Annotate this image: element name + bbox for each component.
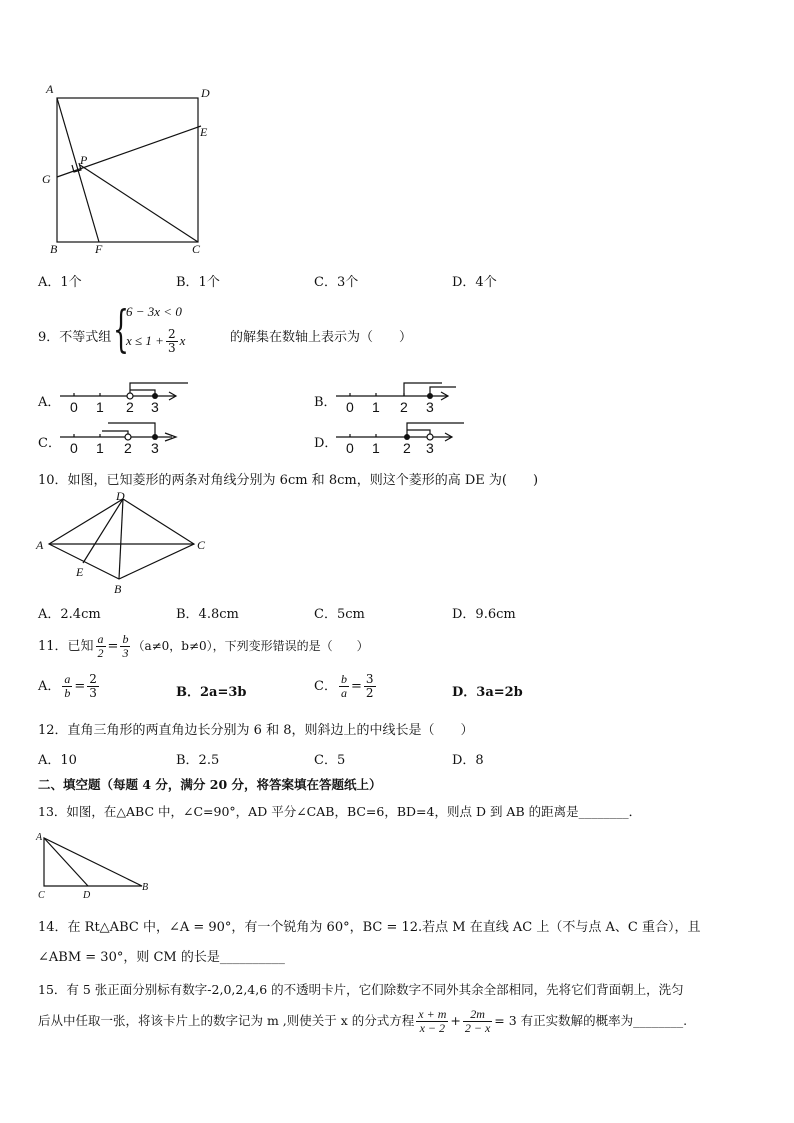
q11-optC-frac — [339, 673, 349, 700]
tick-3: 3 — [426, 440, 434, 455]
q11-frac-b3 — [120, 633, 130, 660]
q12-option-b: B．2.5 — [176, 753, 220, 768]
q9-option-a-letter: A． — [38, 395, 61, 410]
q9-brace: { — [113, 300, 129, 358]
q9-suffix: 的解集在数轴上表示为（ ） — [230, 330, 413, 345]
q11-optA-letter: A． — [38, 679, 61, 694]
tick-0: 0 — [70, 440, 78, 455]
q11-eq: = — [107, 639, 119, 654]
q8-option-b: B．1个 — [176, 275, 220, 290]
q9-option-a-numberline — [58, 378, 188, 414]
q8-option-a: A．1个 — [38, 275, 82, 290]
q9-ineq2-left: x ≤ 1 + — [126, 333, 164, 348]
q11-frac-a2 — [96, 633, 106, 660]
tick-2: 2 — [400, 399, 408, 414]
label-P: P — [80, 153, 88, 167]
tick-2: 2 — [126, 399, 134, 414]
q10-option-a: A．2.4cm — [38, 607, 101, 622]
label-B: B — [50, 242, 58, 256]
label-D: D — [83, 890, 91, 898]
q14-line1: 14．在 Rt△ABC 中，∠A = 90°，有一个锐角为 60°，BC = 12.若点 M 在直线 AC 上（不与点 A、C 重合），且 — [38, 920, 701, 935]
label-A: A — [36, 832, 43, 843]
q11-prefix: 11．已知 — [38, 639, 94, 654]
q11-optA-rnum: 2 — [89, 672, 97, 686]
q10-rhombus-figure — [30, 488, 220, 598]
tick-1: 1 — [96, 399, 104, 414]
q15-f2-den: 2 − x — [464, 1021, 491, 1035]
q11-optC-rden: 2 — [365, 686, 374, 700]
q14-line2: ∠ABM = 30°，则 CM 的长是__________ — [38, 950, 285, 965]
tick-2: 2 — [124, 440, 132, 455]
q11-f2-num: b — [122, 632, 129, 646]
label-A: A — [36, 538, 44, 552]
q15-line2-suffix: = 3 有正实数解的概率为________. — [494, 1013, 688, 1028]
q9-option-b-numberline — [334, 378, 464, 414]
label-B: B — [114, 582, 122, 596]
label-B: B — [142, 882, 149, 893]
label-C: C — [38, 890, 45, 898]
label-F: F — [95, 242, 103, 256]
tick-2: 2 — [403, 440, 411, 455]
q13-triangle-figure — [30, 828, 160, 898]
q11-option-a — [38, 673, 101, 700]
label-E: E — [200, 125, 208, 139]
q12-option-d: D．8 — [452, 753, 484, 768]
q11-optA-frac — [62, 673, 72, 700]
tick-1: 1 — [372, 440, 380, 455]
q13-stem: 13．如图，在△ABC 中，∠C=90°，AD 平分∠CAB，BC=6，BD=4，则点 D 到 AB 的距离是________． — [38, 804, 642, 819]
tick-1: 1 — [96, 440, 104, 455]
tick-1: 1 — [372, 399, 380, 414]
tick-3: 3 — [426, 399, 434, 414]
q15-line1: 15．有 5 张正面分别标有数字-2,0,2,4,6 的不透明卡片，它们除数字不同外其余全部相同，先将它们背面朝上，洗匀 — [38, 982, 684, 997]
q15-frac-2 — [463, 1008, 492, 1035]
q11-optA-num: a — [64, 672, 71, 686]
q11-optC-rfrac — [364, 673, 376, 700]
q15-plus: + — [450, 1013, 461, 1028]
q8-figure — [30, 80, 220, 260]
q9-option-d-letter: D． — [314, 436, 338, 451]
q9-option-c-numberline — [58, 419, 188, 455]
q11-optC-num: b — [340, 672, 347, 686]
q11-option-c — [314, 673, 378, 700]
tick-0: 0 — [346, 440, 354, 455]
q10-option-b: B．4.8cm — [176, 607, 239, 622]
q11-f1-den: 2 — [97, 646, 104, 660]
q9-frac-den: 3 — [167, 341, 176, 355]
q11-optC-den: a — [340, 686, 347, 700]
q9-option-c-letter: C． — [38, 436, 61, 451]
q11-optA-rden: 3 — [89, 686, 97, 700]
q9-inequality-2 — [126, 328, 185, 355]
q15-f2-num: 2m — [463, 1008, 492, 1022]
q8-option-c: C．3个 — [314, 275, 359, 290]
q10-stem: 10．如图，已知菱形的两条对角线分别为 6cm 和 8cm，则这个菱形的高 DE 为( ) — [38, 473, 539, 488]
q9-frac-num: 2 — [167, 327, 176, 341]
q9-ineq2-var: x — [179, 333, 186, 348]
q9-option-d-numberline — [334, 419, 474, 455]
q9-prefix: 9．不等式组 — [38, 330, 112, 345]
q8-option-d: D．4个 — [452, 275, 497, 290]
q15-f1-den: x − 2 — [419, 1021, 446, 1035]
q10-option-d: D．9.6cm — [452, 607, 516, 622]
q10-option-c: C．5cm — [314, 607, 365, 622]
q11-optA-eq: = — [74, 679, 86, 694]
q11-f2-den: 3 — [122, 646, 129, 660]
q11-optC-rnum: 3 — [365, 672, 374, 686]
q9-fraction — [166, 328, 178, 355]
label-G: G — [42, 172, 51, 186]
q11-option-b: B．2a=3b — [176, 685, 247, 700]
q15-line2-prefix: 后从中任取一张，将该卡片上的数字记为 m ,则使关于 x 的分式方程 — [38, 1013, 415, 1028]
q11-option-d: D．3a=2b — [452, 685, 523, 700]
label-D: D — [116, 489, 125, 503]
q11-stem — [38, 633, 369, 660]
tick-3: 3 — [151, 440, 159, 455]
q11-optC-letter: C． — [314, 679, 337, 694]
q9-inequality-1: 6 − 3x < 0 — [126, 304, 182, 319]
label-C: C — [197, 538, 206, 552]
label-E: E — [76, 565, 84, 579]
tick-3: 3 — [151, 399, 159, 414]
q11-optA-rfrac — [87, 673, 99, 700]
label-A: A — [46, 82, 54, 96]
tick-0: 0 — [346, 399, 354, 414]
label-C: C — [192, 242, 201, 256]
q12-stem: 12．直角三角形的两直角边长分别为 6 和 8，则斜边上的中线长是（ ） — [38, 723, 474, 738]
q12-option-a: A．10 — [38, 753, 77, 768]
tick-0: 0 — [70, 399, 78, 414]
q11-f1-num: a — [97, 632, 104, 646]
q15-f1-num: x + m — [418, 1007, 447, 1021]
q11-condition: （a≠0，b≠0），下列变形错误的是（ ） — [132, 639, 369, 653]
section-heading: 二、填空题（每题 4 分，满分 20 分，将答案填在答题纸上） — [38, 777, 382, 792]
q15-frac-1 — [416, 1008, 448, 1035]
q11-optA-den: b — [64, 686, 71, 700]
q15-line2 — [38, 1008, 687, 1035]
label-D: D — [201, 86, 210, 100]
q11-optC-eq: = — [350, 679, 362, 694]
q9-option-b-letter: B． — [314, 395, 337, 410]
q12-option-c: C．5 — [314, 753, 346, 768]
